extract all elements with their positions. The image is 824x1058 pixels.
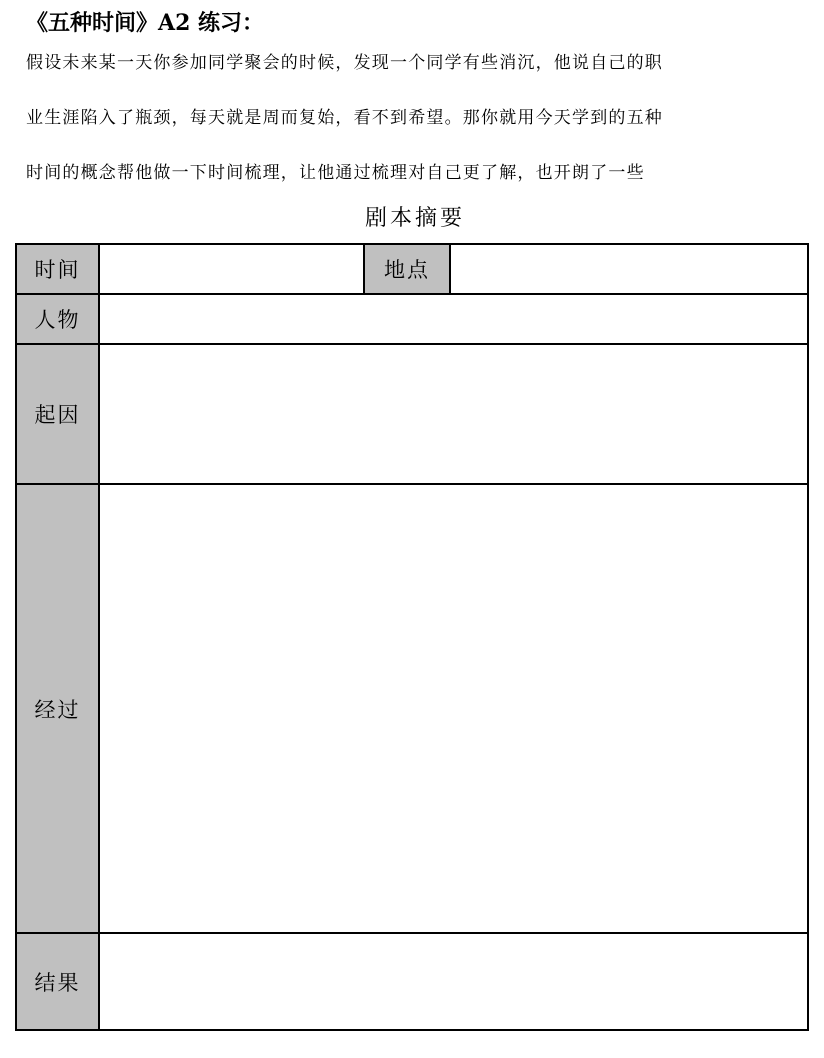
people-row (16, 294, 808, 344)
prompt-line: 时间的概念帮他做一下时间梳理，让他通过梳理对自己更了解，也开朗了一些 (26, 163, 645, 183)
people-label: 人物 (16, 294, 99, 344)
exercise-prompt (26, 55, 810, 220)
time-label: 时间 (16, 244, 99, 294)
cause-row (16, 344, 808, 484)
people-field[interactable] (99, 294, 808, 344)
process-label: 经过 (16, 484, 99, 933)
cause-field[interactable] (99, 344, 808, 484)
process-field[interactable] (99, 484, 808, 933)
prompt-line: 业生涯陷入了瓶颈，每天就是周而复始，看不到希望。那你就用今天学到的五种 (26, 108, 663, 128)
worksheet-title: 《五种时间》A2 练习： (26, 10, 265, 36)
time-place-row (16, 244, 808, 294)
cause-label: 起因 (16, 344, 99, 484)
process-row (16, 484, 808, 933)
place-field[interactable] (450, 244, 808, 294)
result-field[interactable] (99, 933, 808, 1030)
script-summary-table (15, 243, 809, 1031)
section-heading: 剧本摘要 (364, 206, 465, 231)
result-row (16, 933, 808, 1030)
prompt-line: 假设未来某一天你参加同学聚会的时候，发现一个同学有些消沉，他说自己的职 (26, 53, 663, 73)
place-label: 地点 (364, 244, 450, 294)
result-label: 结果 (16, 933, 99, 1030)
time-field[interactable] (99, 244, 364, 294)
